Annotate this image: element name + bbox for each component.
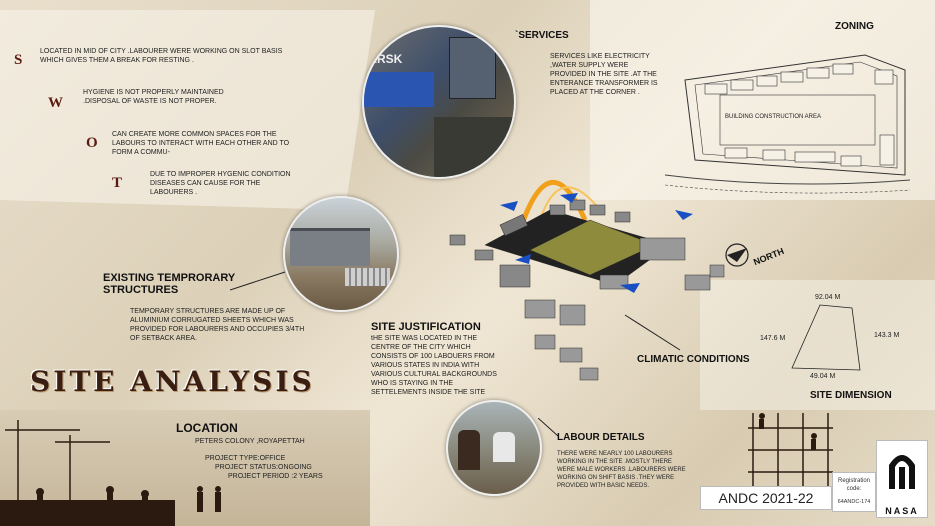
dim-top: 92.04 M: [815, 294, 841, 301]
labour-photo: [446, 400, 542, 496]
swot-o-letter: O: [86, 135, 98, 151]
justification-title: SITE JUSTIFICATION: [371, 321, 481, 333]
nasa-text: NASA: [885, 506, 919, 516]
dimension-title: SITE DIMENSION: [810, 390, 892, 401]
services-text: SERVICES LIKE ELECTRICITY ,WATER SUPPLY WERE PROVIDED IN THE SITE .AT THE ENTERANCE TRANSFORMER IS PLACED AT THE CORNER .: [550, 53, 658, 96]
swot-s-text: LOCATED IN MID OF CITY .LABOURER WERE WORKING ON SLOT BASIS WHICH GIVES THEM A BREAK FOR RESTING .: [40, 48, 283, 64]
project-status: PROJECT STATUS:ONGOING: [215, 464, 312, 471]
zoning-area-label: BUILDING CONSTRUCTION AREA: [725, 114, 822, 120]
existing-text: TEMPORARY STRUCTURES ARE MADE UP OF ALUMINIUM CORRUGATED SHEETS WHICH WAS PROVIDED FOR LABOURERS AND OCCUPIES 3/4TH OF SETBACK AREA.: [130, 308, 305, 342]
site-analysis-title: SITE ANALYSIS: [30, 365, 315, 398]
swot-t-letter: T: [112, 175, 123, 191]
existing-title: EXISTING TEMPRORARY STRUCTURES: [103, 272, 236, 296]
construction-silhouette: [0, 410, 175, 526]
swot-t-text: DUE TO IMPROPER HYGENIC CONDITION DISEASES CAN CAUSE FOR THE LABOURERS .: [150, 171, 291, 196]
nasa-arch-icon: [877, 441, 927, 501]
zoning-title: ZONING: [835, 21, 874, 32]
services-photo-text: ERSK: [369, 52, 403, 66]
corrugated-shed: [290, 228, 370, 266]
climatic-title: CLIMATIC CONDITIONS: [637, 354, 750, 365]
swot-s-letter: S: [14, 52, 23, 68]
labour-title: LABOUR DETAILS: [557, 432, 645, 443]
dim-left: 147.6 M: [760, 335, 786, 342]
dim-bottom: 49.04 M: [810, 373, 836, 380]
location-address: PETERS COLONY ,ROYAPETTAH: [195, 438, 305, 445]
nasa-logo-box: [876, 440, 928, 518]
labour-text: THERE WERE NEARLY 100 LABOURERS WORKING IN THE SITE .MOSTLY THERE WERE MALE WORKERS .LABOURERS WERE WORKING ON SHIFT BASIS .THEY WERE PROVIDED WITH BASIC NEEDS.: [557, 451, 686, 489]
labourer-figure-1: [458, 430, 480, 470]
swot-w-text: HYGIENE IS NOT PROPERLY MAINTAINED .DISPOSAL OF WASTE IS NOT PROPER.: [83, 89, 224, 105]
dim-right: 143.3 M: [874, 332, 900, 339]
andc-box: [700, 486, 832, 510]
scaffold-silhouette: [748, 408, 838, 488]
swot-w-letter: W: [48, 95, 63, 111]
north-icon: [722, 240, 752, 270]
andc-label: ANDC 2021-22: [718, 490, 814, 506]
north-label: NORTH: [752, 246, 786, 268]
registration-box: [832, 472, 876, 512]
services-title: `SERVICES: [515, 30, 569, 41]
justification-text: tHE SITE WAS LOCATED IN THE CENTRE OF THE CITY WHICH CONSISTS OF 100 LABOUERS FROM VARIOUS STATES IN INDIA WITH VARIOUS CULTURAL BACKGROUNDS WHO IS STAYING IN THE SETTELEMENTS INSIDE THE SITE: [371, 335, 497, 396]
labourer-figure-2: [493, 432, 515, 462]
registration-label: Registration code:: [837, 478, 870, 492]
project-type: PROJECT TYPE:OFFICE: [205, 455, 286, 462]
location-title: LOCATION: [176, 421, 238, 435]
swot-o-text: CAN CREATE MORE COMMON SPACES FOR THE LABOURS TO INTERACT WITH EACH OTHER AND TO FORM A COMMU-: [112, 131, 290, 156]
pipes: [345, 268, 390, 286]
site-dimension-outline: [790, 300, 870, 375]
workers-figures: [190, 484, 230, 519]
blue-containers: [364, 72, 434, 107]
project-period: PROJECT PERIOD :2 YEARS: [228, 473, 323, 480]
registration-code: 64ANDC-174: [837, 499, 871, 505]
structures-photo: [283, 196, 399, 312]
electrical-panel: [449, 37, 496, 99]
